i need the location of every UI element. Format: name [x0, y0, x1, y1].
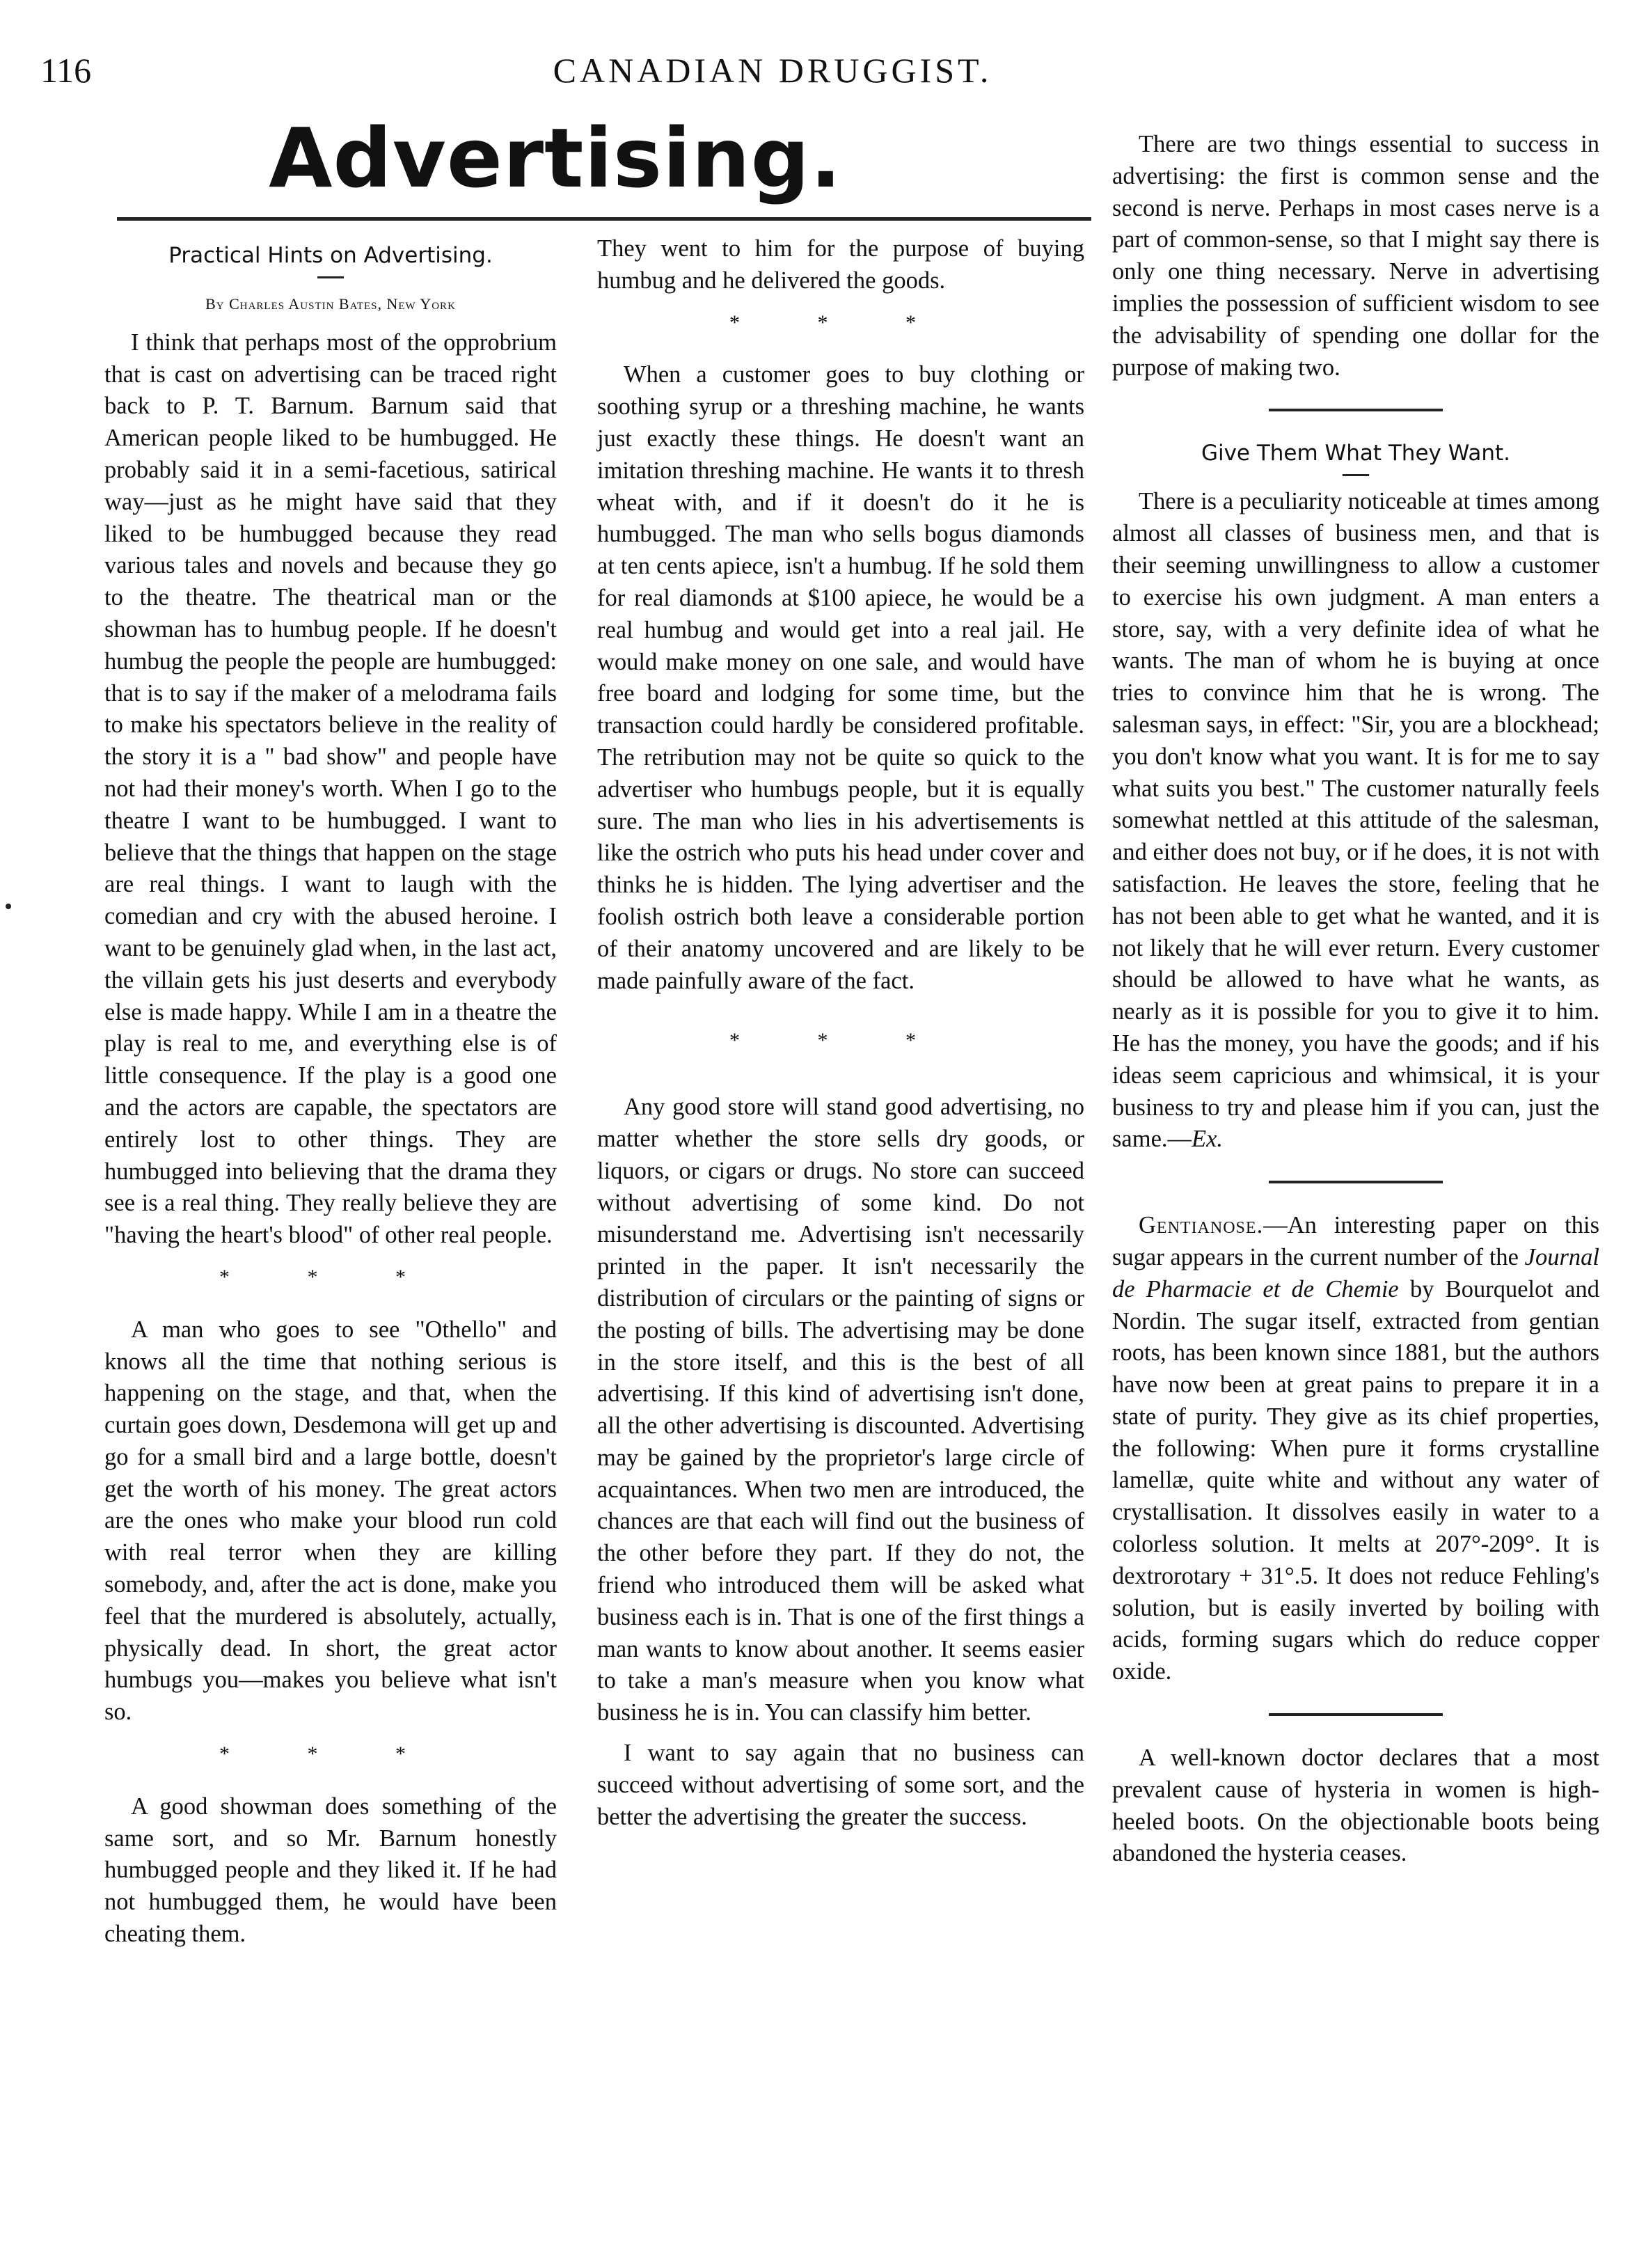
paragraph: Any good store will stand good advertising, no matter whether the store sells dry goods, or liquors, or cigars or drugs. No store can succeed without advertising of some kind. Do not misunderstand me. Advertising isn't necessarily printed in the paper. It isn't necessarily the distribution of circulars or the painting of signs or the posting of bills. The advertising may be done in the store itself, and this is the best of all advertising. If this kind of advertising isn't done, all the other advertising is discounted. Advertising may be gained by the proprietor's large circle of acquaintances. When two men are introduced, the chances are that each will find out the business of the other before they part. If they do not, the friend who introduced them will be asked what business each is in. That is one of the first things a man wants to know about another. It seems easier to take a man's measure when you know what business he is in. You can classify him better. — [597, 1094, 1084, 1726]
source-credit: Ex. — [1192, 1126, 1224, 1153]
paragraph: A good showman does something of the same sort, and so Mr. Barnum honestly humbugged people and they liked it. If he had not humbugged them, he would have been cheating them. — [104, 1793, 557, 1948]
section-stars: * * * — [219, 1742, 442, 1766]
paragraph: There are two things essential to success in advertising: the first is common sense and the second is nerve. Perhaps in most cases nerve is a part of common-sense, so that I might say there is only one thing necessary. Nerve in advertising implies the possession of sufficient wisdom to see the advisability of spending one dollar for the purpose of making two. — [1112, 131, 1599, 381]
journal-reference: Journal de Pharmacie et de Chemie — [1112, 1243, 1599, 1302]
section-rule — [1269, 1713, 1443, 1716]
page-title: Advertising. — [269, 110, 842, 206]
article-heading: Give Them What They Want. — [1201, 441, 1511, 466]
page-number: 116 — [40, 51, 92, 90]
column-2 — [597, 233, 1084, 1833]
section-stars: * * * — [729, 310, 952, 334]
paragraph: I want to say again that no business can succeed without advertising of some sort, and the better the advertising the greater the success. — [597, 1740, 1084, 1830]
scan-speck — [6, 904, 11, 909]
paragraph — [1112, 486, 1599, 1156]
heading-dash — [317, 276, 344, 278]
column-1 — [104, 240, 557, 1951]
paragraph — [1112, 1210, 1599, 1688]
section-rule — [1269, 1181, 1443, 1183]
paragraph-text: by Bourquelot and Nordin. The sugar itself, extracted from gentian roots, has been known since 1881, but the authors have now been at great pains to prepare it in a state of purity. They give as its chief properties, the following: When pure it forms crystalline lamellæ, quite white and without any water of crystallisation. It dissolves easily in water to a colorless solution. It melts at 207°-209°. It is dextrorotary + 31°.5. It does not reduce Fehling's solution, but is easily inverted by boiling with acids, forming sugars which do reduce copper oxide. — [1112, 1275, 1599, 1685]
paragraph: A well-known doctor declares that a most prevalent cause of hysteria in women is high-heeled boots. On the objectionable boots being abandoned the hysteria ceases. — [1112, 1745, 1599, 1867]
paragraph-text: There is a peculiarity noticeable at times among almost all classes of business men, and that is their seeming unwillingness to allow a customer to exercise his own judgment. A man enters a store, say, with a very definite idea of what he wants. The man of whom he is buying at once tries to convince him that he is wrong. The salesman says, in effect: "Sir, you are a blockhead; you don't know what you want. It is for me to say what suits you best." The customer naturally feels somewhat nettled at this attitude of the salesman, and either does not buy, or if he does, it is not with satisfaction. He leaves the store, feeling that he has not been able to get what he wanted, and it is not likely that he will ever return. Every customer should be allowed to have what he wants, as nearly as it is possible for you to give it to him. He has the money, you have the goods; and if his ideas seem capricious and whimsical, it is your business to try and please him if you can, just the same.— — [1112, 488, 1599, 1153]
section-stars: * * * — [219, 1265, 442, 1289]
heading-dash — [1343, 474, 1369, 476]
column-3 — [1112, 129, 1599, 1870]
paragraph: They went to him for the purpose of buying humbug and he delivered the goods. — [597, 235, 1084, 294]
paragraph: When a customer goes to buy clothing or soothing syrup or a threshing machine, he wants just exactly these things. He doesn't want an imitation threshing machine. He wants it to thresh wheat with, and if it doesn't do it he is humbugged. The man who sells bogus diamonds at ten cents apiece, isn't a humbug. If he sold them for real diamonds at $100 apiece, he would be a real humbug and would get into a real jail. He would make money on one sale, and would have free board and lodging for some time, but the transaction could hardly be considered profitable. The retribution may not be quite so quick to the advertiser who humbugs people, but it is equally sure. The man who lies in his advertisements is like the ostrich who puts his head under cover and thinks he is hidden. The lying advertiser and the foolish ostrich both leave a considerable portion of their anatomy uncovered and are likely to be made painfully aware of the fact. — [597, 361, 1084, 994]
section-stars: * * * — [729, 1029, 952, 1053]
lead-word: Gentianose. — [1139, 1212, 1264, 1239]
section-rule — [1269, 409, 1443, 411]
paragraph: A man who goes to see "Othello" and knows all the time that nothing serious is happening on the stage, and that, when the curtain goes down, Desdemona will get up and go for a small bird and a large bottle, doesn't get the worth of his money. The great actors are the ones who make your blood run cold with real terror when they are killing somebody, and, after the act is done, make you feel that the murdered is absolutely, actually, physically dead. In short, the great actor humbugs you—makes you believe what isn't so. — [104, 1316, 557, 1726]
paragraph-text: —An interesting paper on this sugar appears in the current number of the — [1112, 1212, 1599, 1270]
article-heading: Practical Hints on Advertising. — [168, 243, 493, 268]
title-rule — [117, 217, 1091, 221]
byline: By Charles Austin Bates, New York — [205, 295, 456, 313]
running-head: CANADIAN DRUGGIST. — [553, 51, 992, 90]
paragraph: I think that perhaps most of the opprobrium that is cast on advertising can be traced right back to P. T. Barnum. Barnum said that American people liked to be humbugged. He probably said it in a semi-facetious, satirical way—just as he might have said that they liked to be humbugged because they read various tales and novels and because they go to the theatre. The theatrical man or the showman has to humbug people. If he doesn't humbug the people the people are humbugged: that is to say if the maker of a melodrama fails to make his spectators believe in the reality of the story it is a " bad show" and people have not had their money's worth. When I go to the theatre I want to be humbugged. I want to believe that the things that happen on the stage are real things. I want to laugh with the comedian and cry with the abused heroine. I want to be genuinely glad when, in the last act, the villain gets his just deserts and everybody else is made happy. While I am in a theatre the play is real to me, and everything else is of little consequence. If the play is a good one and the actors are capable, the spectators are entirely lost to other things. They are humbugged into believing that the drama they see is a real thing. They really believe they are "having the heart's blood" of other real people. — [104, 329, 557, 1249]
